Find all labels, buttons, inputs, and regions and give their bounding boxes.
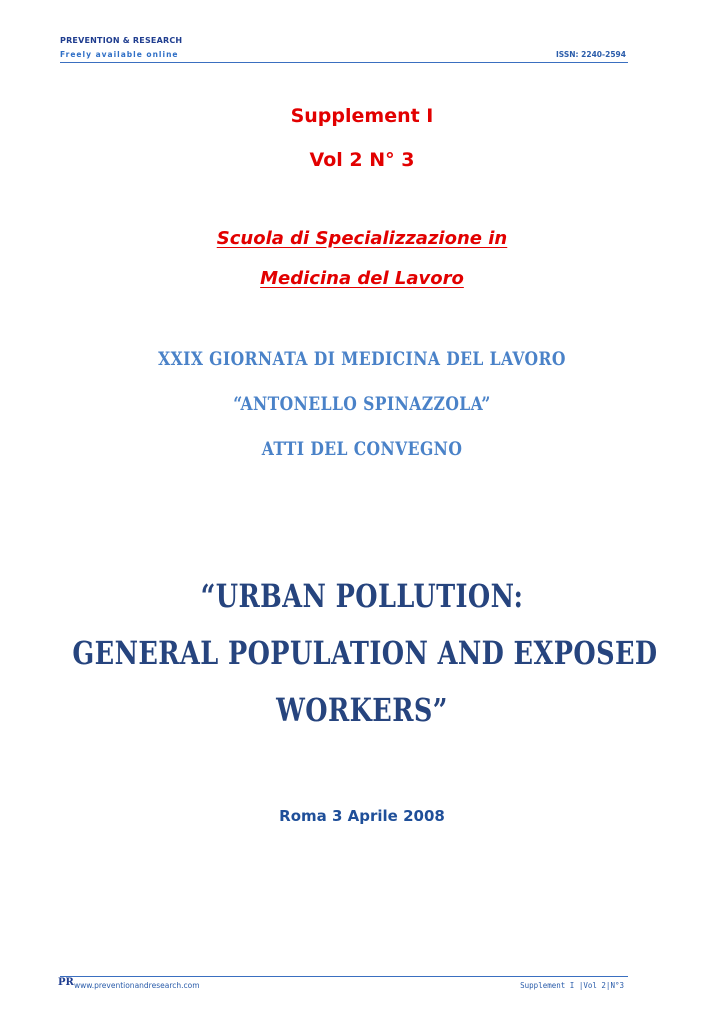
supplement-volume: Vol 2 N° 3	[309, 149, 415, 171]
theme-line-1: “URBAN POLLUTION:	[200, 577, 524, 615]
school-line-1: Scuola di Specializzazione in	[216, 228, 508, 249]
issn: ISSN: 2240-2594	[555, 50, 626, 59]
tagline: Freely available online	[60, 50, 179, 59]
footer-url-link[interactable]: www.preventionandresearch.com	[74, 981, 200, 990]
header-divider	[60, 62, 628, 63]
school-line-2: Medicina del Lavoro	[260, 268, 464, 289]
event-line-2: “ANTONELLO SPINAZZOLA”	[233, 393, 491, 415]
theme-line-3: WORKERS”	[276, 691, 448, 729]
event-date: Roma 3 Aprile 2008	[279, 807, 445, 825]
footer-issue-info: Supplement I |Vol 2|N°3	[520, 981, 624, 990]
theme-line-2: GENERAL POPULATION AND EXPOSED	[72, 634, 658, 672]
footer-logo: PR	[58, 977, 74, 988]
event-line-3: ATTI DEL CONVEGNO	[261, 438, 463, 460]
event-line-1: XXIX GIORNATA DI MEDICINA DEL LAVORO	[158, 348, 566, 370]
journal-logo: PREVENTION & RESEARCH	[60, 36, 183, 45]
footer-divider	[60, 976, 628, 977]
supplement-title: Supplement I	[290, 105, 434, 127]
